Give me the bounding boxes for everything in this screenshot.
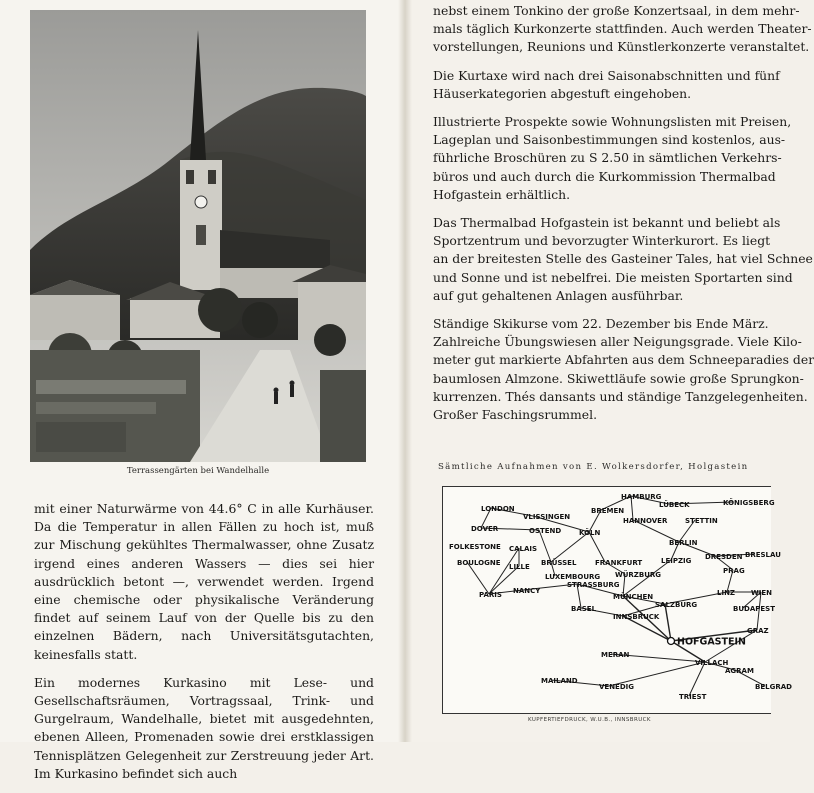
text-line: nebst einem Tonkino der große Konzertsaal, in dem mehr- <box>433 3 800 18</box>
city-label: LEIPZIG <box>661 557 692 565</box>
city-label: PRAG <box>723 567 745 575</box>
city-label: VENEDIG <box>599 683 634 691</box>
right-column-text <box>433 2 814 434</box>
page-gutter <box>398 0 412 742</box>
text-line: Lageplan und Saisonbestimmungen sind kostenlos, aus- <box>433 132 786 148</box>
city-label: HAMBURG <box>621 493 662 501</box>
city-label: VILLACH <box>695 659 729 667</box>
city-label: PARIS <box>479 591 502 599</box>
city-label: LILLE <box>509 563 530 571</box>
printer-credit: KUPFERTIEFDRUCK, W.U.B., INNSBRUCK <box>528 717 651 723</box>
text-line: Das Thermalbad Hofgastein ist bekannt und beliebt als <box>433 215 781 231</box>
city-label: INNSBRUCK <box>613 613 660 621</box>
city-label: NANCY <box>513 587 541 595</box>
rail-line <box>689 662 705 696</box>
city-label: OSTEND <box>529 527 562 535</box>
city-label: LONDON <box>481 505 515 513</box>
city-label: KÖLN <box>579 529 601 537</box>
city-label: BRESLAU <box>745 551 781 559</box>
text-line: Großer Faschingsrummel. <box>433 407 598 423</box>
city-label: CALAIS <box>509 545 538 553</box>
city-label: FOLKESTONE <box>449 543 501 551</box>
text-line: büros und auch durch die Kurkommission Thermalbad <box>433 168 776 184</box>
city-label: LINZ <box>717 589 735 597</box>
photo-credit: Sämtliche Aufnahmen von E. Wolkersdorfer, Holgastein <box>438 462 749 472</box>
photo-illustration <box>30 10 366 462</box>
city-label: VLISSINGEN <box>523 513 571 521</box>
city-label: MÜNCHEN <box>613 593 654 601</box>
city-label: AGRAM <box>725 667 754 675</box>
text-line: meter gut markierte Abfahrten aus dem Schneeparadies der <box>433 352 814 368</box>
paragraph-3 <box>433 113 792 204</box>
city-label: HANNOVER <box>623 517 668 525</box>
city-label: BUDAPEST <box>733 605 775 613</box>
city-label: SALZBURG <box>655 601 698 609</box>
paragraph: Ein modernes Kurkasino mit Lese- und Gesellschaftsräumen, Vortragssaal, Trink- und Gurgelraum, Wandelhalle, bietet mit ausgedehnten, ebenen Alleen, Promenaden sowie drei erstklassigen Tennisplätzen Gelegenheit zur Zerstreuung jeder Art. Im Kurkasino befindet sich auch <box>34 674 374 781</box>
city-label: BERLIN <box>669 539 698 547</box>
paragraph-1 <box>433 2 812 57</box>
text-line: an der breitesten Stelle des Gasteiner Tales, hat viel Schnee <box>433 251 813 267</box>
city-label: STETTIN <box>685 517 718 525</box>
text-line: und Sonne und ist nebelfrei. Die meisten Sportarten sind <box>433 269 793 285</box>
text-line: Ständige Skikurse vom 22. Dezember bis Ende März. <box>433 316 769 332</box>
city-label: WÜRZBURG <box>615 571 662 579</box>
city-label: MAILAND <box>541 677 578 685</box>
city-label: MERAN <box>601 651 630 659</box>
city-label: STRASSBURG <box>567 581 620 589</box>
text-line: mals täglich Kurkonzerte stattfinden. Auch werden Theater- <box>433 21 812 37</box>
paragraph-4 <box>433 214 813 305</box>
city-label: FRANKFURT <box>595 559 643 567</box>
text-line: Illustrierte Prospekte sowie Wohnungslisten mit Preisen, <box>433 114 792 130</box>
destination-label: HOFGASTEIN <box>677 636 746 648</box>
city-label: LUXEMBOURG <box>545 573 601 581</box>
city-label: DRESDEN <box>705 553 743 561</box>
map-svg <box>443 487 792 713</box>
city-label: LÜBECK <box>659 501 690 509</box>
text-line: Hofgastein erhältlich. <box>433 186 571 202</box>
text-line: vorstellungen, Reunions und Künstlerkonzerte veranstaltet. <box>433 39 810 55</box>
paragraph-5 <box>433 315 814 424</box>
text-line: Die Kurtaxe wird nach drei Saisonabschnitten und fünf <box>433 67 780 83</box>
city-label: TRIEST <box>679 693 707 701</box>
city-label: DOVER <box>471 525 499 533</box>
city-label: GRAZ <box>747 627 769 635</box>
paragraph: mit einer Naturwärme von 44.6° C in alle Kurhäuser. Da die Temperatur in allen Fällen zu hoch ist, muß zur Mischung gekühltes Thermalwasser, ohne Zusatz irgend eines anderen Wassers — dies sei hier ausdrücklich betont —, verwendet werden. Irgend eine chemische oder physikalische Veränderung findet auf seinem Lauf von der Quelle bis zu den einzelnen Bädern, nach Universitätsgutachten, keinesfalls statt. <box>34 501 374 662</box>
text-line: führliche Broschüren zu S 2.50 in sämtlichen Verkehrs- <box>433 150 782 166</box>
city-label: BREMEN <box>591 507 625 515</box>
city-label: BOULOGNE <box>457 559 501 567</box>
city-label: BRÜSSEL <box>541 559 577 567</box>
text-line: Sportzentrum und bevorzugter Winterkurort. Es liegt <box>433 233 771 249</box>
text-line: Häuserkategorien abgestuft eingehoben. <box>433 85 692 101</box>
paragraph-2 <box>433 67 780 103</box>
town-photo <box>30 10 366 462</box>
city-label: WIEN <box>751 589 772 597</box>
railway-map <box>442 486 792 714</box>
text-line: Zahlreiche Übungswiesen aller Neigungsgrade. Viele Kilo- <box>433 334 802 350</box>
city-label: BASEL <box>571 605 597 613</box>
text-line: baumlosen Almzone. Skiwettläufe sowie große Sprungkon- <box>433 370 804 386</box>
city-label: KÖNIGSBERG <box>723 499 775 507</box>
city-label: BELGRAD <box>755 683 792 691</box>
city-labels <box>449 493 792 701</box>
left-column-text <box>34 500 374 793</box>
destination-marker-icon <box>668 638 675 645</box>
photo-caption: Terrassengärten bei Wandelhalle <box>126 466 270 476</box>
text-line: kurrenzen. Thés dansants und ständige Tanzgelegenheiten. <box>433 388 808 404</box>
text-line: auf gut gehaltenen Anlagen ausführbar. <box>433 287 684 303</box>
